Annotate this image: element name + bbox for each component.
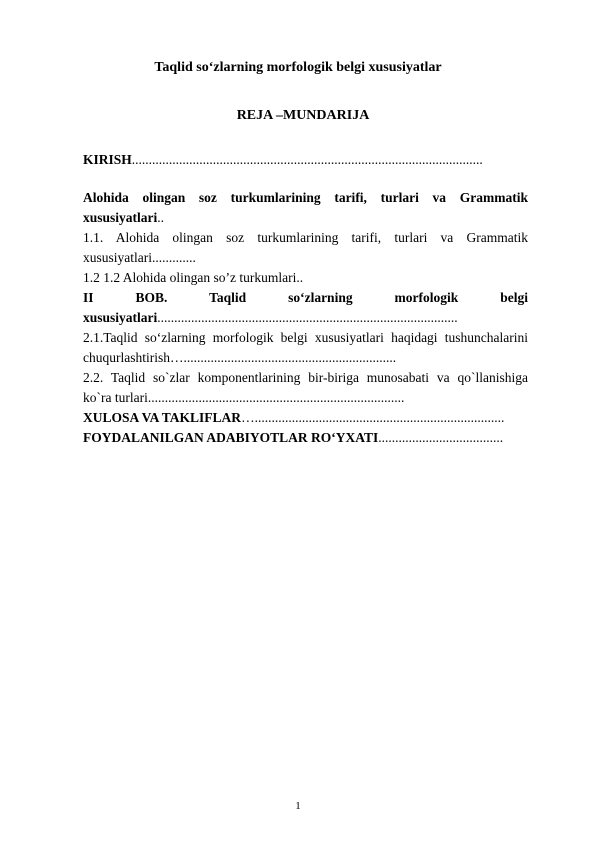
toc-entry-chapter2-line1[interactable]	[83, 288, 528, 308]
toc-leader: .........................................................................................	[157, 310, 458, 325]
toc-chapter1-label: xususiyatlari	[83, 210, 158, 225]
toc-leader: ........................................................................................................	[131, 152, 483, 167]
toc-entry-2-2-line1[interactable]: 2.2. Taqlid so`zlar komponentlarining bir-biriga munosabati va qo`llanishiga	[83, 370, 528, 385]
toc-word: so‘zlarning	[288, 290, 353, 305]
toc-entry-1-1-line2[interactable]: xususiyatlari.............	[83, 250, 196, 265]
toc-entry-2-1-line2[interactable]: chuqurlashtirish…...............................................................	[83, 350, 397, 365]
toc-entry-chapter1-line2[interactable]	[83, 208, 528, 228]
toc-leader: …..........................................................................	[241, 410, 505, 425]
toc-word: II	[83, 290, 94, 305]
toc-leader: ..	[157, 210, 165, 225]
table-of-contents	[83, 150, 528, 448]
toc-entry-chapter2-line2[interactable]	[83, 308, 528, 328]
toc-entry-2-1-line1[interactable]: 2.1.Taqlid so‘zlarning morfologik belgi xususiyatlari haqidagi tushunchalarini	[83, 330, 528, 345]
toc-heading: REJA –MUNDARIJA	[236, 108, 370, 123]
toc-word: morfologik	[394, 290, 459, 305]
toc-entry-conclusion[interactable]	[83, 408, 528, 428]
toc-entry-1-1-line1[interactable]: 1.1. Alohida olingan soz turkumlarining tarifi, turlari va Grammatik	[83, 230, 528, 245]
toc-entry-chapter1-line1[interactable]: Alohida olingan soz turkumlarining tarifi, turlari va Grammatik	[83, 190, 528, 205]
toc-entry-intro[interactable]	[83, 150, 528, 170]
toc-entry-references[interactable]	[83, 428, 528, 448]
toc-entry-2-2-line2[interactable]: ko`ra turlari............................................................................	[83, 390, 405, 405]
page-number: 1	[295, 800, 301, 812]
toc-chapter2-label: xususiyatlari	[83, 310, 158, 325]
toc-references-label: FOYDALANILGAN ADABIYOTLAR RO‘YXATI	[83, 430, 379, 445]
document-title: Taqlid so‘zlarning morfologik belgi xususiyatlar	[154, 60, 442, 75]
toc-leader: .....................................	[378, 430, 504, 445]
toc-word: belgi	[500, 290, 529, 305]
toc-conclusion-label: XULOSA VA TAKLIFLAR	[83, 410, 242, 425]
toc-word: BOB.	[135, 290, 168, 305]
toc-intro-label: KIRISH	[83, 152, 132, 167]
toc-word: Taqlid	[209, 290, 247, 305]
toc-entry-1-2[interactable]: 1.2 1.2 Alohida olingan so’z turkumlari..	[83, 270, 304, 285]
